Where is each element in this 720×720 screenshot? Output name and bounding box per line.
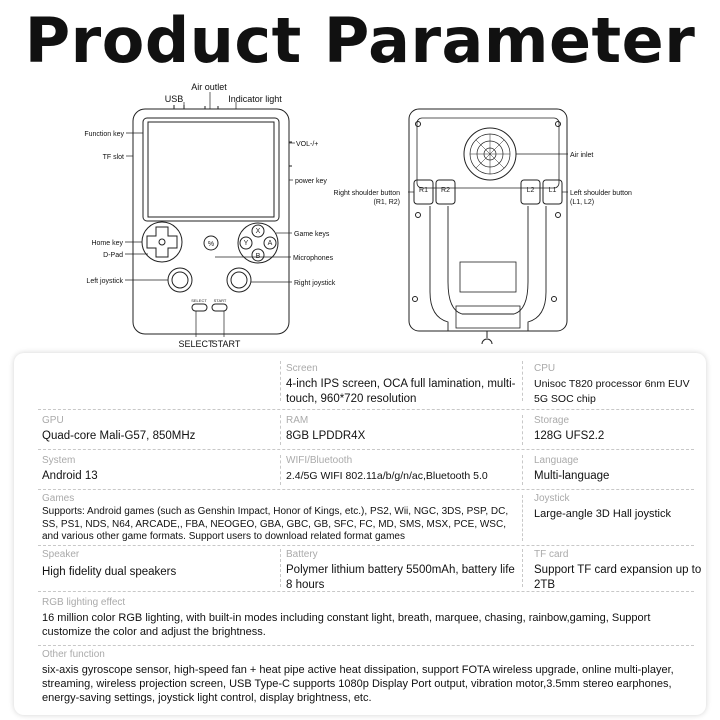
- spec-value: Multi-language: [534, 470, 610, 482]
- spec-label: Joystick: [534, 493, 570, 504]
- screen-bezel: [143, 118, 279, 221]
- usb-label: USB: [164, 94, 184, 104]
- spec-tf-card: [534, 549, 702, 593]
- tf-slot-label: TF slot: [102, 154, 124, 161]
- left-shoulder-sub-label: (L1, L2): [570, 199, 595, 206]
- dpad-icon: [142, 222, 182, 262]
- spec-cpu: [534, 363, 694, 407]
- spec-other: [42, 649, 694, 705]
- spec-label: GPU: [42, 415, 64, 426]
- air-inlet-label: Air inlet: [570, 152, 594, 159]
- back-view: [408, 109, 568, 344]
- right-joystick-label: Right joystick: [294, 280, 336, 287]
- left-shoulder-label: Left shoulder button: [570, 190, 632, 197]
- function-key-label: Function key: [84, 131, 124, 138]
- l1-label: L1: [548, 187, 557, 194]
- l2-label: L2: [526, 187, 535, 194]
- select-button-icon: [192, 304, 207, 311]
- start-small-label: START: [213, 298, 227, 303]
- spec-label: Speaker: [42, 549, 80, 560]
- spec-label: RGB lighting effect: [42, 597, 126, 608]
- b-button-label: B: [255, 253, 261, 260]
- kickstand-outline: [448, 206, 528, 314]
- microphones-label: Microphones: [293, 255, 334, 262]
- spec-system: [42, 455, 274, 484]
- spec-table: [14, 353, 706, 715]
- spec-label: RAM: [286, 415, 309, 426]
- spec-value: 16 million color RGB lighting, with built-in modes including constant light, breath, marquee, chasing, rainbow,gaming, Support customize the color and adjust the brightness.: [42, 612, 651, 638]
- spec-value: Android 13: [42, 470, 98, 482]
- r2-label: R2: [441, 187, 450, 194]
- game-keys-label: Game keys: [294, 231, 330, 238]
- spec-language: [534, 455, 694, 484]
- page-title: Product Parameter: [24, 4, 696, 77]
- spec-label: Screen: [286, 363, 318, 374]
- spec-label: Battery: [286, 549, 318, 560]
- spec-joystick: [534, 493, 702, 522]
- right-shoulder-label: Right shoulder button: [333, 190, 400, 197]
- spec-value: 4-inch IPS screen, OCA full lamination, multi-touch, 960*720 resolution: [286, 378, 516, 405]
- left-joystick-label: Left joystick: [86, 278, 123, 285]
- right-joystick-icon: [227, 268, 251, 292]
- dpad-label: D-Pad: [103, 252, 123, 259]
- spec-value: Support TF card expansion up to 2TB: [534, 564, 702, 591]
- spec-speaker: [42, 549, 274, 580]
- headphone-jack-icon: [482, 339, 492, 344]
- home-key-label: Home key: [91, 240, 123, 247]
- spec-label: CPU: [534, 363, 556, 374]
- battery-cover-outline: [460, 262, 516, 292]
- spec-value: Unisoc T820 processor 6nm EUV 5G SOC chip: [534, 378, 690, 405]
- spec-value: Supports: Android games (such as Genshin Impact, Honor of Kings, etc.), PS2, Wii, NGC, 3DS, PSP, DC, SS, PS1, NDS, N64, ARCADE,, FBA, NEOGEO, GBA, GBC, GB, SFC, FC, MD, SMS, MSX, PCE, WSC, and various other game formats. Support users to download related format games: [42, 506, 509, 542]
- spec-label: Language: [534, 455, 579, 466]
- y-button-label: Y: [243, 240, 249, 247]
- start-label: START: [211, 339, 241, 349]
- spec-value: Quad-core Mali-G57, 850MHz: [42, 430, 196, 442]
- a-button-label: A: [267, 240, 273, 247]
- spec-storage: [534, 415, 694, 444]
- select-label: SELECT: [178, 339, 214, 349]
- air-outlet-label: Air outlet: [191, 82, 227, 92]
- spec-label: WIFI/Bluetooth: [286, 455, 353, 466]
- spec-games: [42, 493, 518, 544]
- spec-screen: [286, 363, 516, 407]
- spec-value: 2.4/5G WIFI 802.11a/b/g/n/ac,Bluetooth 5.0: [286, 470, 488, 482]
- spec-gpu: [42, 415, 274, 444]
- spec-rgb: [42, 597, 694, 639]
- spec-value: High fidelity dual speakers: [42, 566, 177, 578]
- back-body-outline: [409, 109, 567, 331]
- spec-label: TF card: [534, 549, 569, 560]
- spec-value: 8GB LPDDR4X: [286, 430, 366, 442]
- x-button-label: X: [255, 228, 261, 235]
- spec-label: Games: [42, 493, 75, 504]
- indicator-light-label: Indicator light: [228, 94, 282, 104]
- left-joystick-icon: [168, 268, 192, 292]
- r1-label: R1: [419, 187, 428, 194]
- spec-value: Polymer lithium battery 5500mAh, battery life 8 hours: [286, 564, 515, 591]
- spec-value: six-axis gyroscope sensor, high-speed fan + heat pipe active heat dissipation, support FOTA wireless upgrade, online multi-player, streaming, wireless projection screen, USB Type-C supports 1080p Display Port output, vibration motor,3.5mm stereo earphones, energy-saving settings, joystick light control, display brightness, etc.: [42, 664, 674, 704]
- start-button-icon: [212, 304, 227, 311]
- spec-label: Other function: [42, 649, 105, 660]
- right-shoulder-sub-label: (R1, R2): [373, 199, 400, 206]
- select-small-label: SELECT: [191, 298, 207, 303]
- spec-wifi: [286, 455, 520, 484]
- fan-grille-icon: [464, 128, 516, 180]
- spec-value: 128G UFS2.2: [534, 430, 605, 442]
- spec-label: Storage: [534, 415, 570, 426]
- spec-value: Large-angle 3D Hall joystick: [534, 508, 671, 520]
- power-key-label: power key: [295, 178, 327, 185]
- spec-label: System: [42, 455, 76, 466]
- screen-display: [148, 122, 274, 217]
- spec-ram: [286, 415, 516, 444]
- spec-battery: [286, 549, 516, 593]
- svg-text:%: %: [207, 241, 215, 248]
- front-view: [125, 92, 295, 337]
- device-diagram: [0, 82, 720, 352]
- vol-label: VOL-/+: [296, 141, 319, 148]
